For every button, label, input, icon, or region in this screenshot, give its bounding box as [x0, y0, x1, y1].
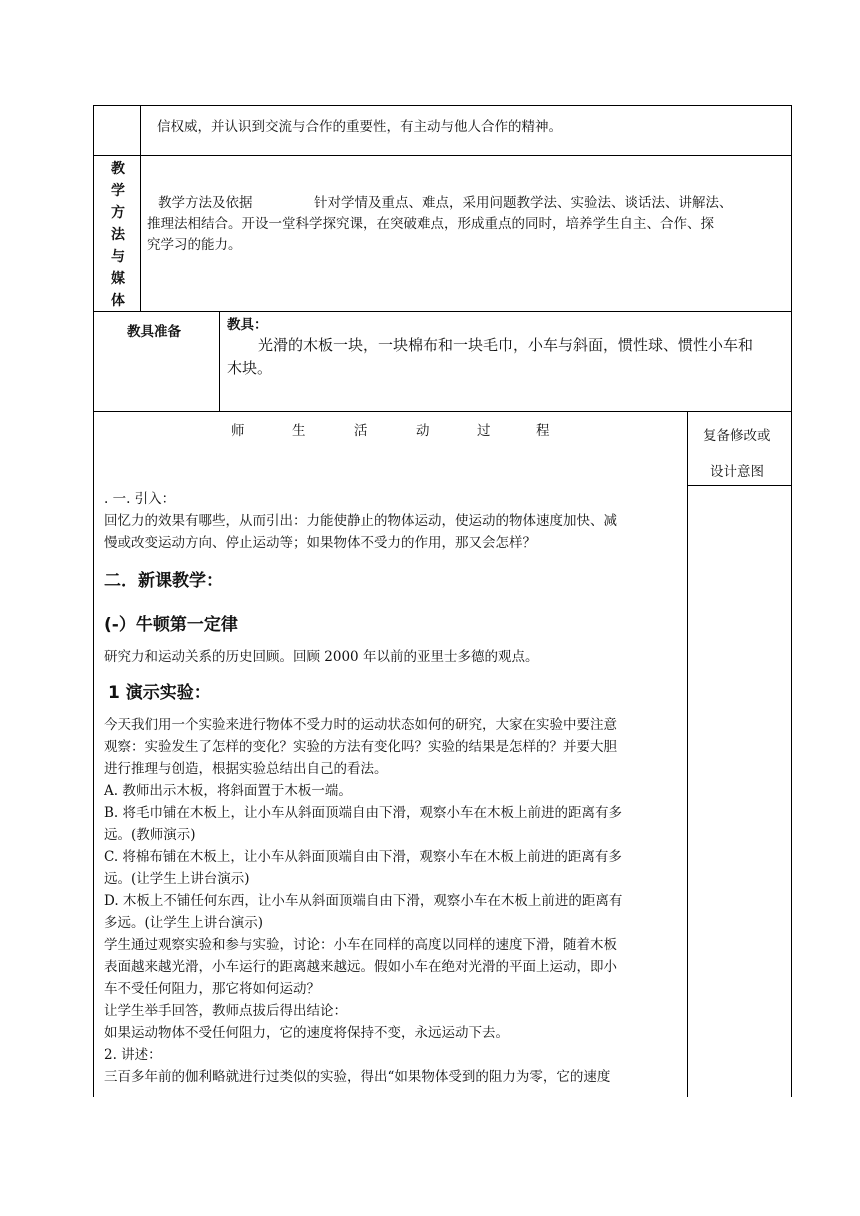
table-border-left: [93, 105, 94, 1097]
demo-heading: 1 演示实验：: [108, 683, 211, 703]
side-header-divider: [687, 485, 792, 486]
process-heading-char: 师: [231, 423, 245, 439]
process-heading-char: 生: [292, 423, 306, 439]
paragraph-line: 如果运动物体不受任何阻力，它的速度将保持不变，永远运动下去。: [104, 1025, 509, 1041]
paragraph-line: D. 木板上不铺任何东西，让小车从斜面顶端自由下滑，观察小车在木板上前进的距离有: [104, 893, 623, 909]
method-heading: 教学方法及依据: [158, 195, 253, 211]
paragraph-line: 观察：实验发生了怎样的变化？实验的方法有变化吗？实验的结果是怎样的？并要大胆: [104, 739, 617, 755]
method-label-char: 方: [111, 205, 125, 221]
method-text-line: 针对学情及重点、难点，采用问题教学法、实验法、谈话法、讲解法、: [314, 195, 733, 211]
objective-continuation: 信权威，并认识到交流与合作的重要性，有主动与他人合作的精神。: [157, 119, 562, 135]
paragraph-line: 今天我们用一个实验来进行物体不受力时的运动状态如何的研究，大家在实验中要注意: [104, 717, 617, 733]
paragraph-line: 进行推理与创造，根据实验总结出自己的看法。: [104, 761, 388, 777]
paragraph-line: 让学生举手回答，教师点拔后得出结论：: [104, 1003, 347, 1019]
method-label-char: 媒: [111, 271, 125, 287]
paragraph-line: 研究力和运动关系的历史回顾。回顾 2000 年以前的亚里士多德的观点。: [104, 649, 539, 665]
paragraph-line: 多远。(让学生上讲台演示): [104, 915, 264, 931]
row-divider-1: [93, 155, 792, 156]
method-label-char: 与: [111, 249, 125, 265]
teaching-aids-label: 教具准备: [127, 324, 181, 340]
paragraph-line: 三百多年前的伽利略就进行过类似的实验，得出“如果物体受到的阻力为零，它的速度: [104, 1069, 611, 1085]
paragraph-line: A. 教师出示木板，将斜面置于木板一端。: [104, 783, 352, 799]
paragraph-line: 远。(教师演示): [104, 827, 196, 843]
paragraph-line: B. 将毛巾铺在木板上，让小车从斜面顶端自由下滑，观察小车在木板上前进的距离有多: [104, 805, 623, 821]
paragraph-line: 回忆力的效果有哪些，从而引出：力能使静止的物体运动，使运动的物体速度加快、减: [104, 513, 617, 529]
teaching-aids-heading: 教具：: [227, 317, 268, 333]
revision-column-heading: 设计意图: [710, 464, 764, 480]
method-label-char: 体: [111, 293, 125, 309]
paragraph-line: 表面越来越光滑，小车运行的距离越来越远。假如小车在绝对光滑的平面上运动，即小: [104, 959, 617, 975]
method-label-char: 学: [111, 183, 125, 199]
subsection-heading: (-）牛顿第一定律: [104, 615, 238, 635]
method-label-char: 法: [111, 227, 125, 243]
method-text-line: 推理法相结合。开设一堂科学探究课，在突破难点，形成重点的同时，培养学生自主、合作、探: [147, 216, 714, 232]
row-divider-2: [93, 311, 792, 312]
method-text-line: 究学习的能力。: [147, 237, 242, 253]
process-heading-char: 程: [536, 423, 550, 439]
teaching-aids-divider: [219, 311, 220, 412]
paragraph-line: 学生通过观察实验和参与实验，讨论：小车在同样的高度以同样的速度下滑，随着木板: [104, 937, 617, 953]
label-column-divider: [140, 105, 141, 311]
paragraph-line: C. 将棉布铺在木板上，让小车从斜面顶端自由下滑，观察小车在木板上前进的距离有多: [104, 849, 622, 865]
side-column-divider: [687, 411, 688, 1097]
paragraph-line: 慢或改变运动方向、停止运动等；如果物体不受力的作用，那又会怎样？: [104, 535, 536, 551]
process-heading-char: 动: [416, 423, 430, 439]
teaching-aids-line: 光滑的木板一块，一块棉布和一块毛巾，小车与斜面，惯性球、惯性小车和: [258, 336, 754, 354]
method-label-char: 教: [111, 161, 125, 177]
paragraph-line: 车不受任何阻力，那它将如何运动？: [104, 981, 320, 997]
table-border-top: [93, 105, 792, 106]
process-heading-char: 活: [354, 423, 368, 439]
paragraph-line: 2. 讲述：: [104, 1047, 162, 1063]
intro-heading: . 一. 引入：: [104, 491, 176, 507]
section-heading: 二．新课教学：: [104, 571, 223, 591]
process-heading-char: 过: [477, 423, 491, 439]
table-border-right: [791, 105, 792, 1097]
paragraph-line: 远。(让学生上讲台演示): [104, 871, 250, 887]
teaching-aids-line: 木块。: [227, 359, 273, 377]
revision-column-heading: 复备修改或: [703, 428, 771, 444]
